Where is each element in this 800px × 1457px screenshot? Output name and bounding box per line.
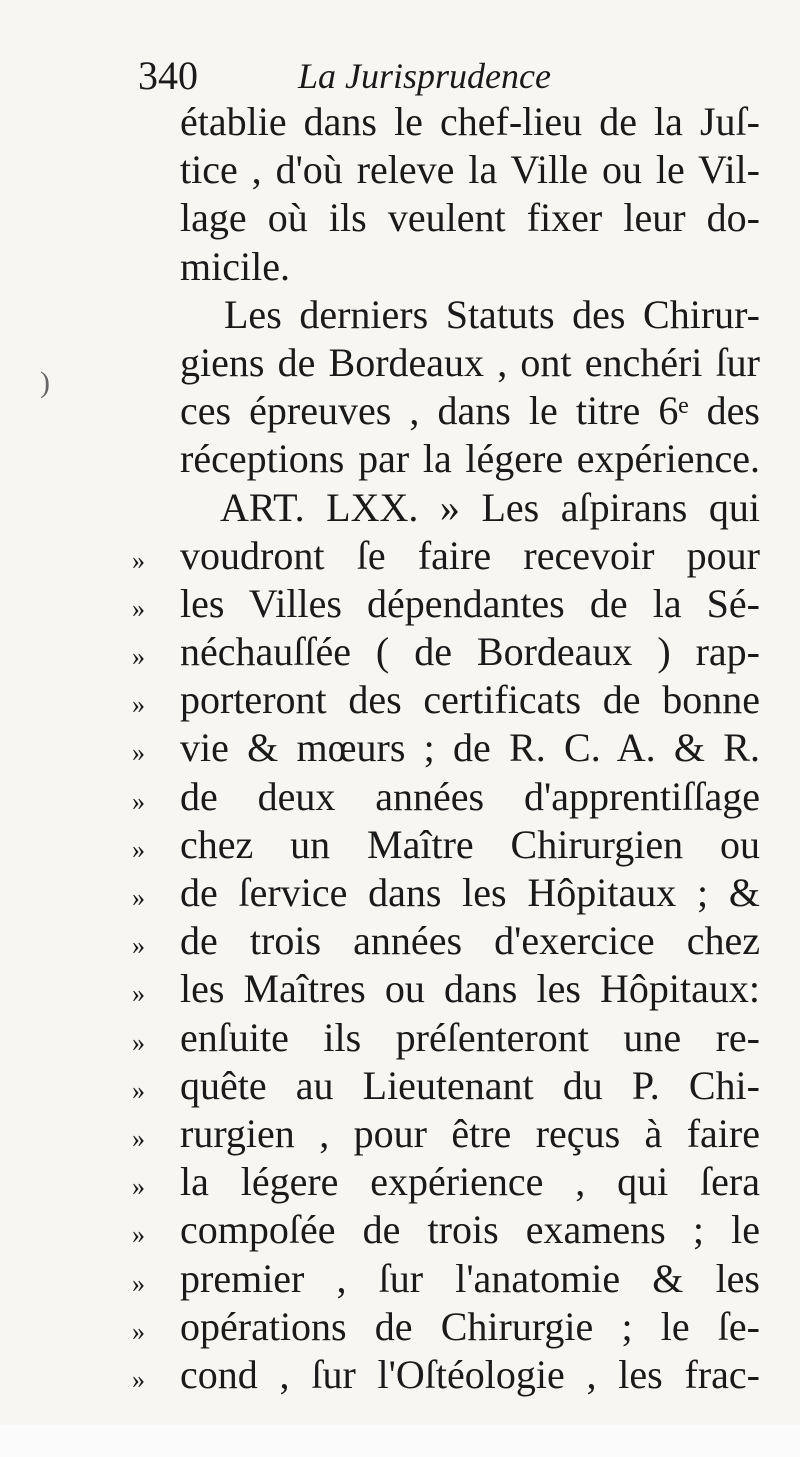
line-text: opérations de Chirurgie ; le ſe-	[180, 1303, 760, 1349]
text-line	[132, 194, 760, 242]
quote-mark: »	[132, 931, 145, 961]
text-line	[132, 724, 760, 772]
text-line	[132, 146, 760, 194]
text-line	[132, 243, 760, 291]
line-text: vie & mœurs ; de R. C. A. & R.	[180, 725, 760, 771]
text-line	[132, 1158, 760, 1206]
quote-mark: »	[132, 979, 145, 1009]
quote-mark: »	[132, 1220, 145, 1250]
body-text	[132, 98, 760, 1399]
quote-mark: »	[132, 1075, 145, 1105]
page-number: 340	[138, 53, 198, 98]
text-line	[132, 1110, 760, 1158]
page-header	[138, 52, 738, 100]
line-text: la légere expérience , qui ſera	[180, 1159, 760, 1205]
quote-mark: »	[132, 545, 145, 575]
line-text: de deux années d'apprentiſſage	[180, 773, 760, 819]
line-text: voudront ſe faire recevoir pour	[180, 532, 760, 578]
line-text: micile.	[180, 243, 290, 289]
line-text: giens de Bordeaux , ont enchéri ſur	[180, 339, 760, 385]
text-line	[132, 1014, 760, 1062]
text-line	[132, 339, 760, 387]
text-line	[132, 484, 760, 532]
line-text: réceptions par la légere expérience.	[180, 436, 760, 482]
line-text: premier , ſur l'anatomie & les	[180, 1255, 760, 1301]
running-title: La Jurisprudence	[298, 56, 551, 96]
line-text: établie dans le chef-lieu de la Juſ-	[180, 99, 760, 144]
line-text: quête au Lieutenant du P. Chi-	[180, 1062, 760, 1108]
text-line	[132, 1062, 760, 1110]
line-text: tice , d'où releve la Ville ou le Vil-	[180, 147, 760, 193]
quote-mark: »	[132, 786, 145, 816]
text-line	[132, 291, 760, 339]
line-text: de ſervice dans les Hôpitaux ; &	[180, 870, 760, 915]
text-line	[132, 917, 760, 965]
text-line	[132, 1255, 760, 1303]
quote-mark: »	[132, 834, 145, 864]
line-text: Les derniers Statuts des Chirur-	[224, 291, 760, 337]
quote-mark: »	[132, 593, 145, 623]
quote-mark: »	[132, 642, 145, 672]
quote-mark: »	[132, 1123, 145, 1153]
text-line	[132, 869, 760, 917]
text-line	[132, 1351, 760, 1399]
text-line	[132, 773, 760, 821]
line-text: lage où ils veulent fixer leur do-	[180, 195, 760, 241]
line-text: compoſée de trois examens ; le	[180, 1207, 760, 1253]
quote-mark: »	[132, 1172, 145, 1202]
line-text: de trois années d'exercice chez	[180, 918, 760, 964]
quote-mark: »	[132, 690, 145, 720]
line-text: néchauſſée ( de Bordeaux ) rap-	[180, 629, 760, 675]
text-line	[132, 532, 760, 580]
quote-mark: »	[132, 1364, 145, 1394]
line-text: cond , ſur l'Oſtéologie , les frac-	[180, 1351, 760, 1397]
text-line	[132, 821, 760, 869]
line-text: les Maîtres ou dans les Hôpitaux:	[180, 966, 760, 1012]
line-text: ces épreuves , dans le titre 6ᵉ des	[180, 388, 760, 434]
line-text: ART. LXX. » Les aſpirans qui	[220, 484, 760, 530]
quote-mark: »	[132, 738, 145, 768]
quote-mark: »	[132, 1268, 145, 1298]
line-text: enſuite ils préſenteront une re-	[180, 1014, 760, 1060]
text-line	[132, 628, 760, 676]
quote-mark: »	[132, 1027, 145, 1057]
quote-mark: »	[132, 883, 145, 912]
text-line	[132, 676, 760, 724]
text-line	[132, 1206, 760, 1254]
text-line	[132, 965, 760, 1013]
quote-mark: »	[132, 1316, 145, 1346]
line-text: porteront des certificats de bonne	[180, 677, 760, 723]
margin-mark: )	[40, 366, 50, 399]
text-line	[132, 98, 760, 146]
text-line	[132, 435, 760, 483]
text-line	[132, 1303, 760, 1351]
line-text: rurgien , pour être reçus à faire	[180, 1110, 760, 1156]
line-text: chez un Maître Chirurgien ou	[180, 821, 760, 867]
text-line	[132, 387, 760, 435]
text-line	[132, 580, 760, 628]
line-text: les Villes dépendantes de la Sé-	[180, 580, 760, 626]
